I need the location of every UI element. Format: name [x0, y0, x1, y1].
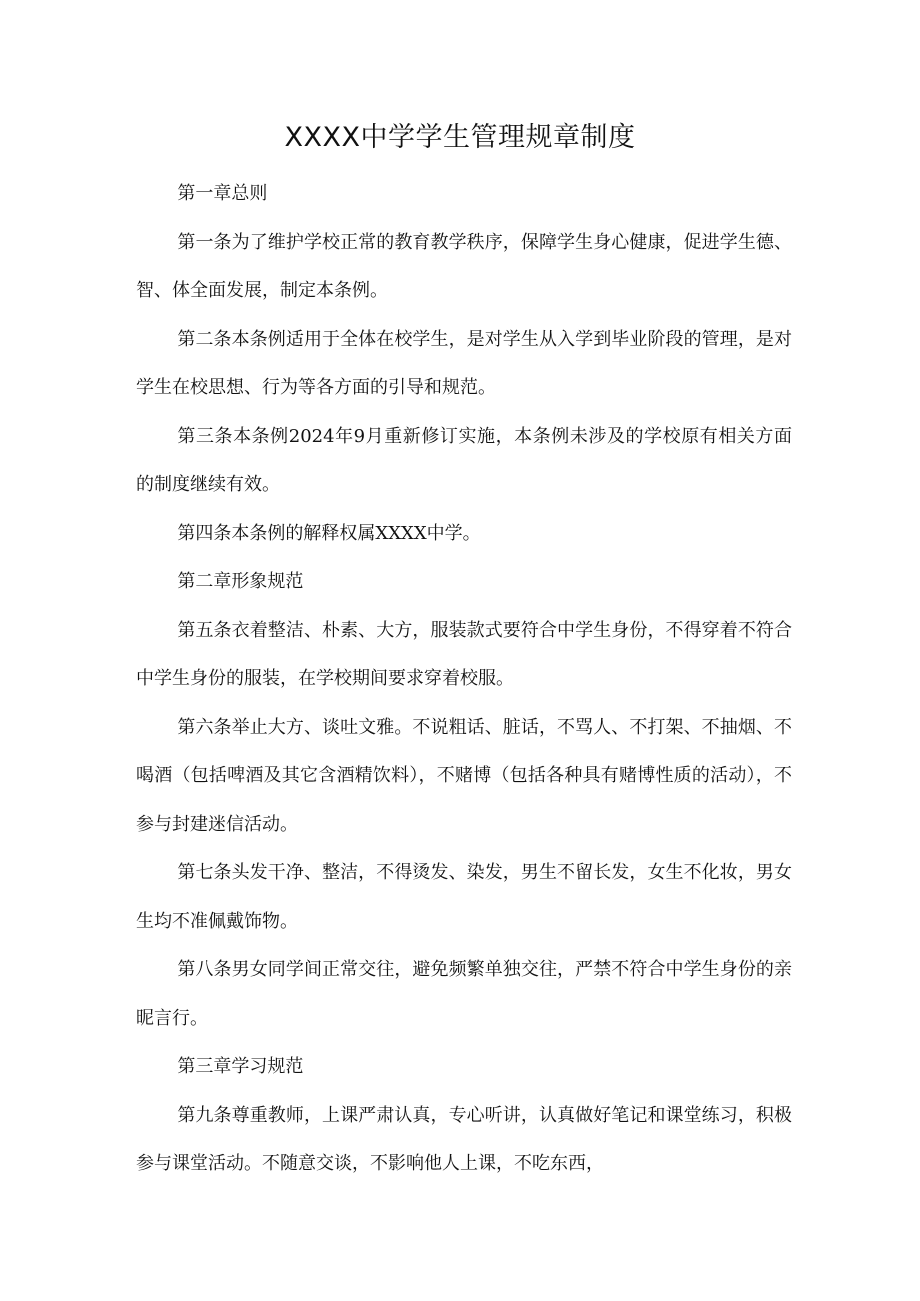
- article-paragraph: 第七条头发干净、整洁，不得烫发、染发，男生不留长发，女生不化妆，男女生均不准佩戴饰物。: [136, 862, 792, 932]
- article-paragraph: 第三条本条例2024年9月重新修订实施，本条例未涉及的学校原有相关方面的制度继续有效。: [136, 425, 792, 495]
- chapter-heading: 第二章形象规范: [177, 571, 304, 592]
- article-paragraph: 第九条尊重教师，上课严肃认真，专心听讲，认真做好笔记和课堂练习，积极参与课堂活动。不随意交谈，不影响他人上课，不吃东西，: [136, 1104, 792, 1174]
- article-paragraph: 第四条本条例的解释权属XXXX中学。: [177, 522, 481, 544]
- chapter-heading: 第三章学习规范: [177, 1056, 304, 1077]
- article-paragraph: 第二条本条例适用于全体在校学生，是对学生从入学到毕业阶段的管理，是对学生在校思想、行为等各方面的引导和规范。: [136, 328, 792, 398]
- article-paragraph: 第五条衣着整洁、朴素、大方，服装款式要符合中学生身份，不得穿着不符合中学生身份的服装，在学校期间要求穿着校服。: [136, 619, 792, 689]
- article-paragraph: 第八条男女同学间正常交往，避免频繁单独交往，严禁不符合中学生身份的亲昵言行。: [136, 959, 792, 1029]
- article-paragraph: 第一条为了维护学校正常的教育教学秩序，保障学生身心健康，促进学生德、智、体全面发展，制定本条例。: [136, 231, 792, 301]
- chapter-heading: 第一章总则: [177, 183, 268, 204]
- document-title: XXXX中学学生管理规章制度: [284, 122, 636, 153]
- article-paragraph: 第六条举止大方、谈吐文雅。不说粗话、脏话，不骂人、不打架、不抽烟、不喝酒（包括啤酒及其它含酒精饮料），不赌博（包括各种具有赌博性质的活动），不参与封建迷信活动。: [136, 716, 792, 835]
- document-body: [136, 170, 792, 1189]
